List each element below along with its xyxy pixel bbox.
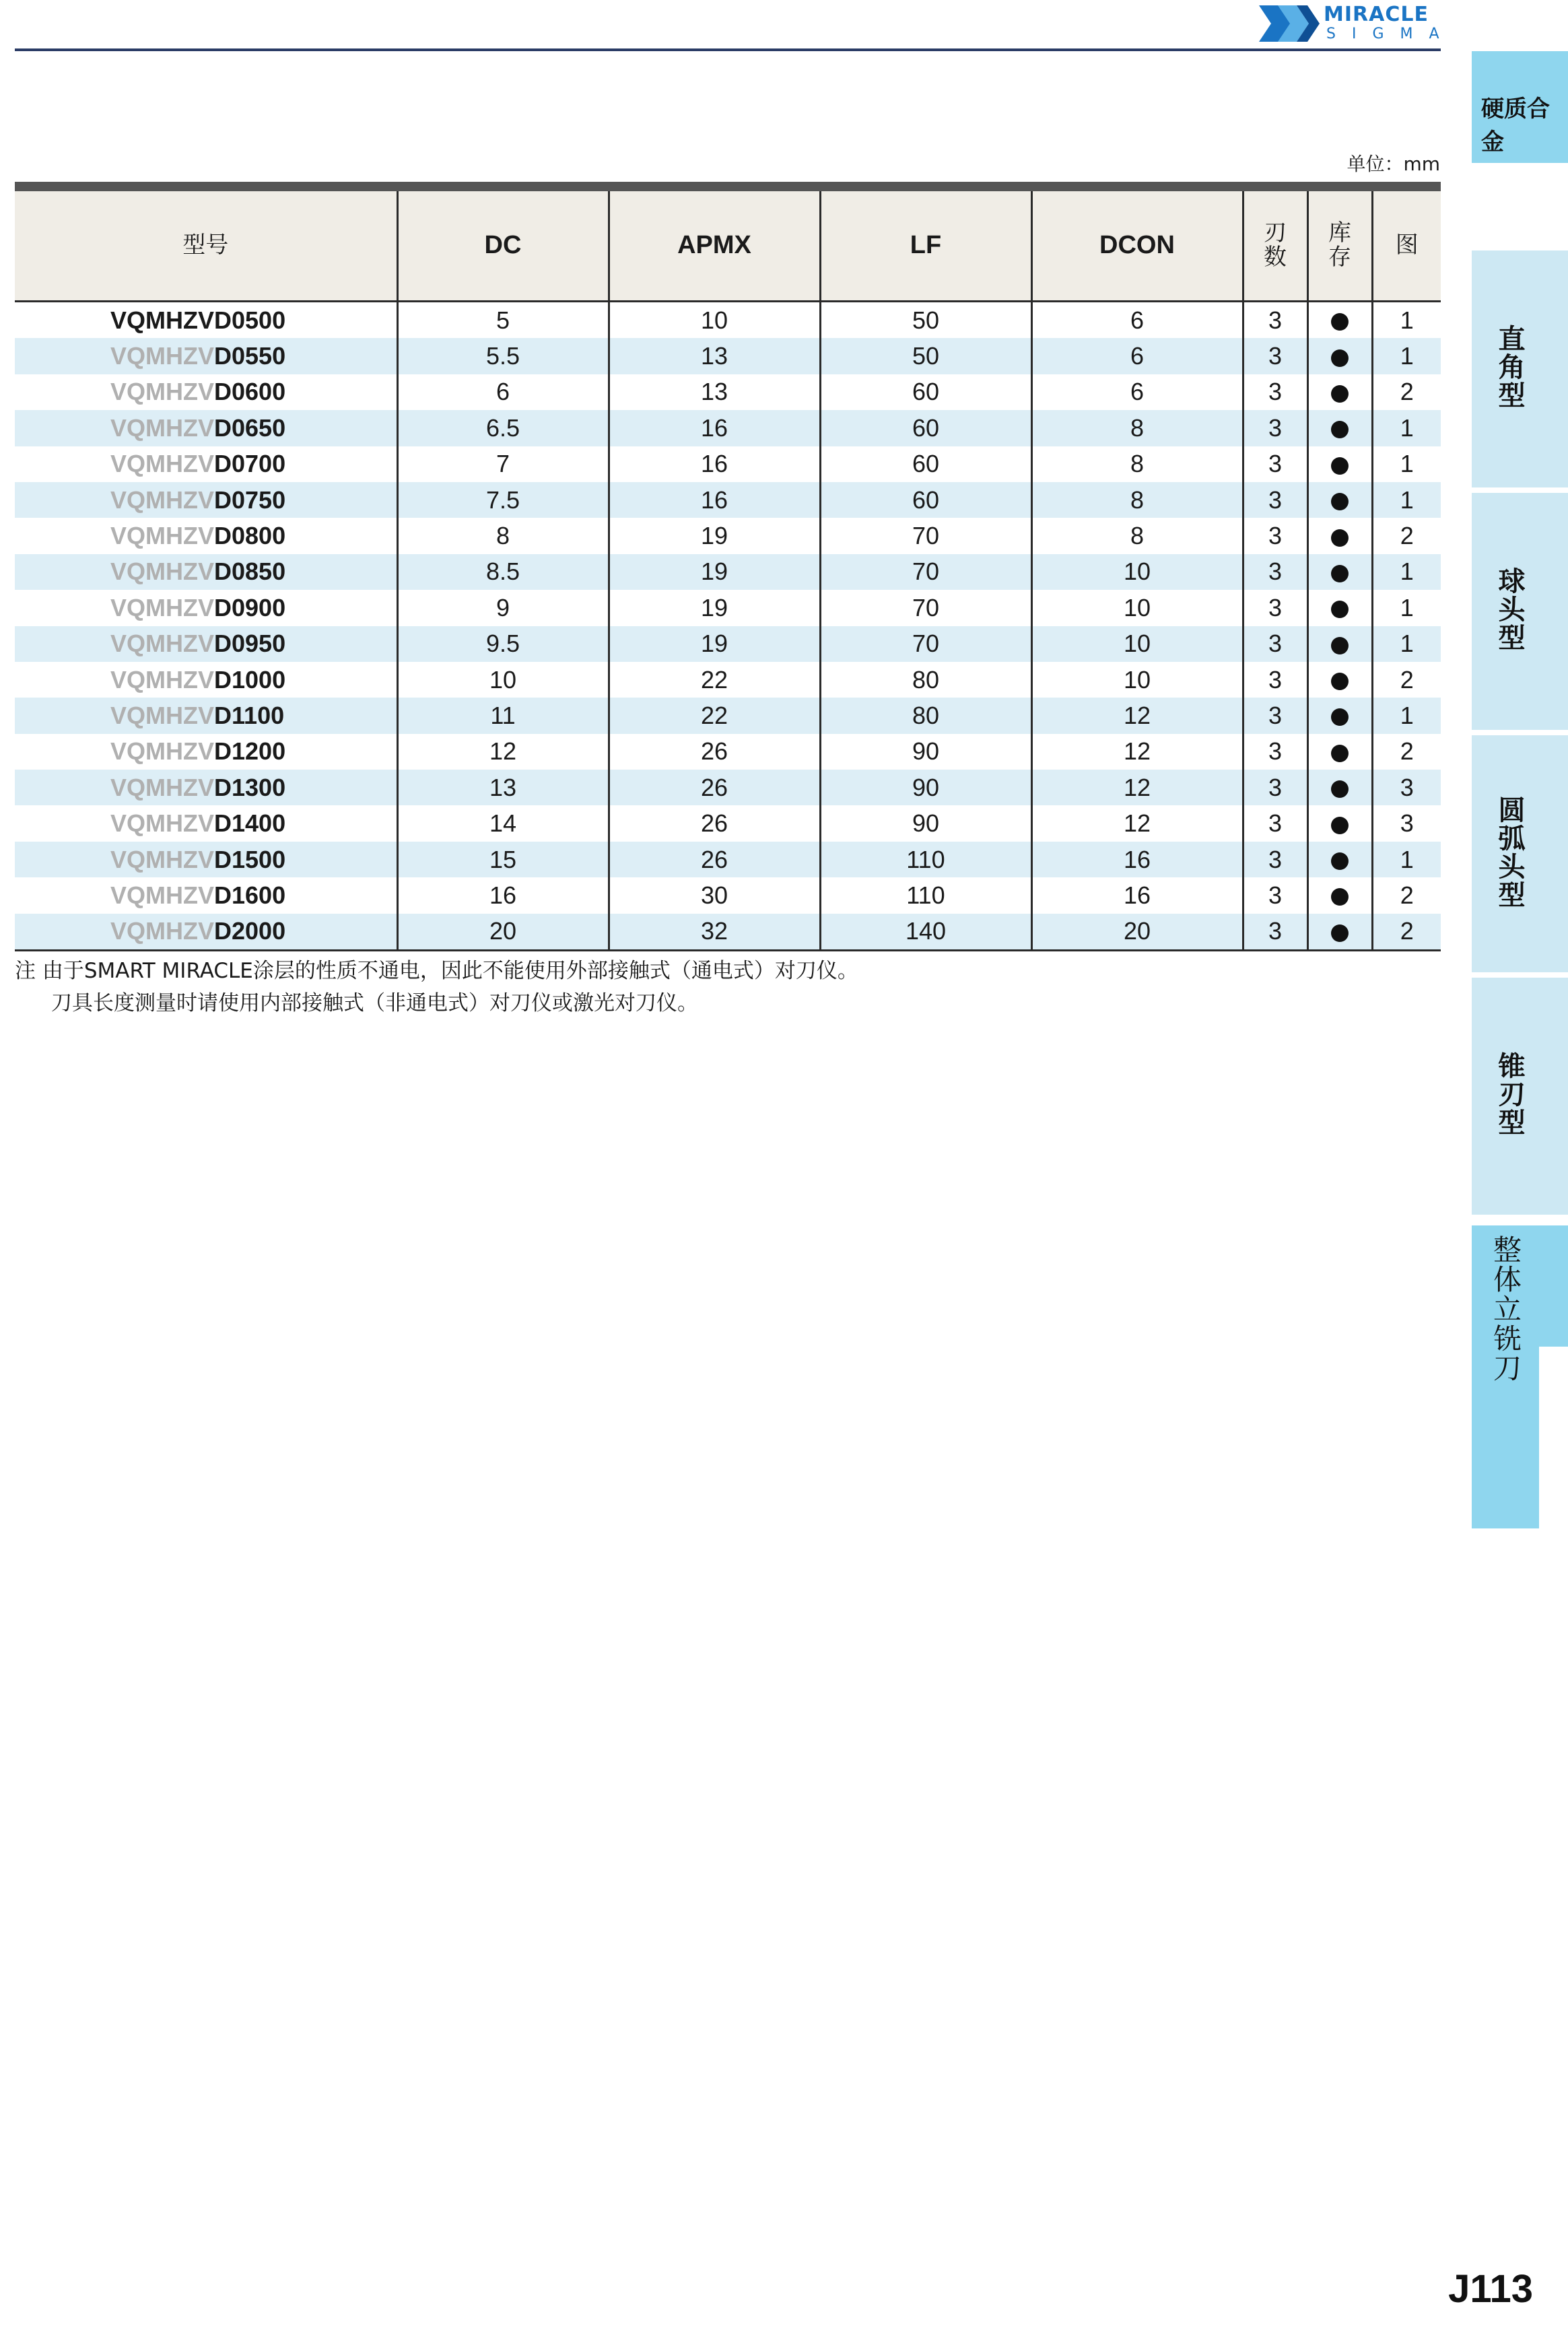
cell-dc: 5.5 <box>397 338 609 374</box>
cell-flutes: 3 <box>1243 662 1307 698</box>
cell-model <box>15 698 397 733</box>
in-stock-dot-icon <box>1331 565 1349 582</box>
model-code: D1500 <box>214 845 286 873</box>
cell-figure: 1 <box>1372 482 1441 518</box>
cell-lf: 140 <box>820 914 1031 951</box>
cell-lf: 110 <box>820 842 1031 877</box>
model-prefix: VQMHZV <box>110 917 215 945</box>
cell-model <box>15 482 397 518</box>
cell-flutes: 3 <box>1243 482 1307 518</box>
cell-flutes: 3 <box>1243 554 1307 590</box>
cell-apmx: 16 <box>609 410 820 446</box>
cell-dc: 6 <box>397 374 609 410</box>
note-line-1: 注 由于SMART MIRACLE涂层的性质不通电，因此不能使用外部接触式（通电式）对刀仪。 <box>15 959 858 983</box>
table-row <box>15 374 1441 410</box>
model-prefix: VQMHZV <box>110 881 215 909</box>
table-row <box>15 805 1441 841</box>
cell-dcon: 10 <box>1031 626 1243 662</box>
cell-apmx: 16 <box>609 446 820 482</box>
table-row <box>15 554 1441 590</box>
cell-stock <box>1307 446 1372 482</box>
cell-dc: 6.5 <box>397 410 609 446</box>
in-stock-dot-icon <box>1331 637 1349 654</box>
cell-dcon: 16 <box>1031 877 1243 913</box>
table-row <box>15 842 1441 877</box>
cell-lf: 50 <box>820 338 1031 374</box>
in-stock-dot-icon <box>1331 673 1349 690</box>
cell-apmx: 19 <box>609 554 820 590</box>
in-stock-dot-icon <box>1331 421 1349 438</box>
model-code: D0900 <box>214 593 286 621</box>
cell-stock <box>1307 770 1372 805</box>
cell-model <box>15 626 397 662</box>
table-row <box>15 518 1441 553</box>
cell-stock <box>1307 877 1372 913</box>
cell-model <box>15 805 397 841</box>
cell-figure: 1 <box>1372 302 1441 339</box>
in-stock-dot-icon <box>1331 745 1349 762</box>
cell-apmx: 13 <box>609 338 820 374</box>
cell-model <box>15 770 397 805</box>
model-prefix: VQMHZV <box>110 413 215 442</box>
cell-lf: 90 <box>820 770 1031 805</box>
cell-lf: 90 <box>820 734 1031 770</box>
header-model: 型号 <box>15 191 397 302</box>
model-code: D1600 <box>214 881 286 909</box>
cell-figure: 3 <box>1372 770 1441 805</box>
model-code: D1000 <box>214 665 286 694</box>
cell-flutes: 3 <box>1243 518 1307 553</box>
cell-stock <box>1307 805 1372 841</box>
cell-lf: 80 <box>820 698 1031 733</box>
cell-stock <box>1307 914 1372 951</box>
model-prefix: VQMHZV <box>110 630 215 658</box>
header-divider <box>15 48 1441 51</box>
side-tab-solid-endmill-label: 整体立铣刀 <box>1489 1235 1522 1383</box>
table-row <box>15 877 1441 913</box>
logo-text-miracle: MIRACLE <box>1324 3 1429 26</box>
model-code: D0650 <box>214 413 286 442</box>
cell-model <box>15 842 397 877</box>
cell-figure: 1 <box>1372 446 1441 482</box>
cell-flutes: 3 <box>1243 842 1307 877</box>
cell-model <box>15 914 397 951</box>
cell-flutes: 3 <box>1243 374 1307 410</box>
cell-flutes: 3 <box>1243 590 1307 626</box>
cell-dc: 15 <box>397 842 609 877</box>
in-stock-dot-icon <box>1331 529 1349 547</box>
in-stock-dot-icon <box>1331 385 1349 403</box>
cell-dcon: 8 <box>1031 410 1243 446</box>
header-stock: 库 存 <box>1307 191 1372 302</box>
cell-dc: 9 <box>397 590 609 626</box>
cell-apmx: 13 <box>609 374 820 410</box>
cell-flutes: 3 <box>1243 770 1307 805</box>
cell-flutes: 3 <box>1243 877 1307 913</box>
cell-dcon: 12 <box>1031 805 1243 841</box>
cell-stock <box>1307 518 1372 553</box>
cell-model <box>15 518 397 553</box>
cell-dcon: 10 <box>1031 590 1243 626</box>
cell-dcon: 6 <box>1031 302 1243 339</box>
cell-dc: 16 <box>397 877 609 913</box>
cell-lf: 60 <box>820 482 1031 518</box>
cell-dc: 10 <box>397 662 609 698</box>
cell-stock <box>1307 734 1372 770</box>
cell-figure: 2 <box>1372 374 1441 410</box>
cell-figure: 2 <box>1372 877 1441 913</box>
in-stock-dot-icon <box>1331 493 1349 510</box>
cell-figure: 1 <box>1372 626 1441 662</box>
cell-model <box>15 877 397 913</box>
cell-stock <box>1307 842 1372 877</box>
cell-dcon: 10 <box>1031 662 1243 698</box>
cell-stock <box>1307 482 1372 518</box>
cell-lf: 110 <box>820 877 1031 913</box>
side-tab-ball[interactable]: 球头型 <box>1472 493 1568 730</box>
model-code: D1100 <box>214 701 285 729</box>
header-figure: 图 <box>1372 191 1441 302</box>
in-stock-dot-icon <box>1331 852 1349 870</box>
cell-flutes: 3 <box>1243 805 1307 841</box>
unit-label: 单位：mm <box>1347 153 1440 175</box>
table-row <box>15 590 1441 626</box>
cell-flutes: 3 <box>1243 446 1307 482</box>
cell-model <box>15 338 397 374</box>
tab-notch <box>1539 1347 1568 1528</box>
cell-apmx: 26 <box>609 734 820 770</box>
model-prefix: VQMHZV <box>110 593 215 621</box>
cell-flutes: 3 <box>1243 914 1307 951</box>
cell-lf: 80 <box>820 662 1031 698</box>
table-row <box>15 482 1441 518</box>
cell-lf: 90 <box>820 805 1031 841</box>
model-code: D0850 <box>214 558 286 586</box>
in-stock-dot-icon <box>1331 457 1349 475</box>
table-row <box>15 914 1441 951</box>
cell-apmx: 19 <box>609 590 820 626</box>
cell-stock <box>1307 410 1372 446</box>
cell-dc: 8 <box>397 518 609 553</box>
cell-model <box>15 590 397 626</box>
model-prefix: VQMHZV <box>110 665 215 694</box>
cell-flutes: 3 <box>1243 626 1307 662</box>
in-stock-dot-icon <box>1331 817 1349 834</box>
cell-dcon: 8 <box>1031 482 1243 518</box>
cell-lf: 60 <box>820 446 1031 482</box>
model-code: D0700 <box>214 450 286 478</box>
cell-dcon: 6 <box>1031 338 1243 374</box>
cell-dcon: 6 <box>1031 374 1243 410</box>
cell-apmx: 26 <box>609 805 820 841</box>
model-code: D1400 <box>214 809 286 838</box>
cell-dc: 9.5 <box>397 626 609 662</box>
cell-model <box>15 734 397 770</box>
in-stock-dot-icon <box>1331 924 1349 942</box>
cell-lf: 50 <box>820 302 1031 339</box>
cell-dcon: 8 <box>1031 518 1243 553</box>
cell-figure: 2 <box>1372 662 1441 698</box>
cell-figure: 1 <box>1372 554 1441 590</box>
cell-figure: 2 <box>1372 518 1441 553</box>
cell-dc: 7 <box>397 446 609 482</box>
product-spec-table <box>15 182 1441 951</box>
cell-flutes: 3 <box>1243 698 1307 733</box>
cell-apmx: 30 <box>609 877 820 913</box>
cell-lf: 70 <box>820 590 1031 626</box>
cell-dc: 8.5 <box>397 554 609 590</box>
cell-apmx: 26 <box>609 842 820 877</box>
cell-apmx: 19 <box>609 518 820 553</box>
model-prefix: VQMHZV <box>110 342 215 370</box>
in-stock-dot-icon <box>1331 349 1349 367</box>
in-stock-dot-icon <box>1331 708 1349 726</box>
table-header-row <box>15 191 1441 302</box>
model-prefix: VQMHZV <box>110 450 215 478</box>
cell-figure: 1 <box>1372 842 1441 877</box>
cell-figure: 1 <box>1372 590 1441 626</box>
model-code: 0500 <box>232 306 286 334</box>
cell-lf: 60 <box>820 410 1031 446</box>
page-number: J113 <box>1448 2267 1533 2311</box>
cell-dcon: 20 <box>1031 914 1243 951</box>
cell-apmx: 26 <box>609 770 820 805</box>
cell-model <box>15 410 397 446</box>
cell-lf: 60 <box>820 374 1031 410</box>
cell-figure: 1 <box>1372 410 1441 446</box>
table-row <box>15 770 1441 805</box>
model-prefix: VQMHZV <box>110 845 215 873</box>
in-stock-dot-icon <box>1331 601 1349 618</box>
cell-dc: 11 <box>397 698 609 733</box>
cell-stock <box>1307 698 1372 733</box>
side-tab-square[interactable]: 直角型 <box>1472 250 1568 487</box>
cell-flutes: 3 <box>1243 410 1307 446</box>
cell-stock <box>1307 338 1372 374</box>
model-prefix: VQMHZV <box>110 809 215 838</box>
cell-dc: 14 <box>397 805 609 841</box>
table-row <box>15 734 1441 770</box>
model-code: D1200 <box>214 737 286 766</box>
cell-dcon: 12 <box>1031 734 1243 770</box>
header-dcon: DCON <box>1031 191 1243 302</box>
in-stock-dot-icon <box>1331 313 1349 331</box>
side-tab-radius[interactable]: 圆弧头型 <box>1472 735 1568 972</box>
cell-figure: 1 <box>1372 698 1441 733</box>
in-stock-dot-icon <box>1331 888 1349 906</box>
notes <box>15 955 858 1019</box>
cell-dcon: 12 <box>1031 698 1243 733</box>
table-row <box>15 338 1441 374</box>
table-body <box>15 302 1441 951</box>
cell-apmx: 19 <box>609 626 820 662</box>
cell-stock <box>1307 302 1372 339</box>
logo-text-sigma: SIGMA <box>1326 26 1456 42</box>
cell-lf: 70 <box>820 626 1031 662</box>
table-row <box>15 698 1441 733</box>
cell-dcon: 8 <box>1031 446 1243 482</box>
miracle-sigma-logo <box>1259 0 1456 47</box>
side-tab-carbide[interactable] <box>1472 51 1568 163</box>
cell-model <box>15 446 397 482</box>
model-code: D2000 <box>214 917 286 945</box>
in-stock-dot-icon <box>1331 780 1349 798</box>
model-code: D0550 <box>214 342 286 370</box>
table-row <box>15 446 1441 482</box>
header-dc: DC <box>397 191 609 302</box>
cell-model <box>15 662 397 698</box>
note-line-2: 刀具长度测量时请使用内部接触式（非通电式）对刀仪或激光对刀仪。 <box>51 991 698 1015</box>
cell-stock <box>1307 626 1372 662</box>
cell-dcon: 16 <box>1031 842 1243 877</box>
cell-stock <box>1307 590 1372 626</box>
cell-dcon: 10 <box>1031 554 1243 590</box>
side-tab-label: 硬质合金 <box>1481 96 1550 156</box>
cell-apmx: 10 <box>609 302 820 339</box>
model-code: D0950 <box>214 630 286 658</box>
cell-flutes: 3 <box>1243 734 1307 770</box>
header-lf: LF <box>820 191 1031 302</box>
cell-stock <box>1307 374 1372 410</box>
cell-stock <box>1307 554 1372 590</box>
model-prefix: VQMHZV <box>110 773 215 801</box>
cell-dcon: 12 <box>1031 770 1243 805</box>
model-prefix: VQMHZV <box>110 701 215 729</box>
cell-apmx: 22 <box>609 698 820 733</box>
model-code: D0600 <box>214 378 286 406</box>
side-tab-taper[interactable]: 锥刃型 <box>1472 978 1568 1215</box>
table-row <box>15 662 1441 698</box>
cell-flutes: 3 <box>1243 302 1307 339</box>
cell-flutes: 3 <box>1243 338 1307 374</box>
header-flutes: 刃 数 <box>1243 191 1307 302</box>
cell-model <box>15 554 397 590</box>
table-row <box>15 302 1441 339</box>
model-prefix: VQMHZV <box>110 378 215 406</box>
cell-dc: 13 <box>397 770 609 805</box>
cell-model <box>15 302 397 339</box>
table-row <box>15 410 1441 446</box>
model-code: D0800 <box>214 522 286 550</box>
cell-figure: 2 <box>1372 914 1441 951</box>
model-code: D1300 <box>214 773 286 801</box>
model-prefix: VQMHZV <box>110 522 215 550</box>
cell-model <box>15 374 397 410</box>
chevron-logo-icon <box>1259 3 1320 44</box>
model-prefix: VQMHZVD <box>110 306 232 334</box>
cell-apmx: 22 <box>609 662 820 698</box>
cell-figure: 1 <box>1372 338 1441 374</box>
cell-lf: 70 <box>820 518 1031 553</box>
cell-figure: 2 <box>1372 734 1441 770</box>
header-apmx: APMX <box>609 191 820 302</box>
cell-figure: 3 <box>1372 805 1441 841</box>
cell-dc: 12 <box>397 734 609 770</box>
model-prefix: VQMHZV <box>110 485 215 514</box>
cell-dc: 5 <box>397 302 609 339</box>
table-row <box>15 626 1441 662</box>
cell-lf: 70 <box>820 554 1031 590</box>
model-prefix: VQMHZV <box>110 558 215 586</box>
cell-dc: 20 <box>397 914 609 951</box>
model-code: D0750 <box>214 485 286 514</box>
cell-apmx: 16 <box>609 482 820 518</box>
cell-apmx: 32 <box>609 914 820 951</box>
model-prefix: VQMHZV <box>110 737 215 766</box>
cell-stock <box>1307 662 1372 698</box>
cell-dc: 7.5 <box>397 482 609 518</box>
